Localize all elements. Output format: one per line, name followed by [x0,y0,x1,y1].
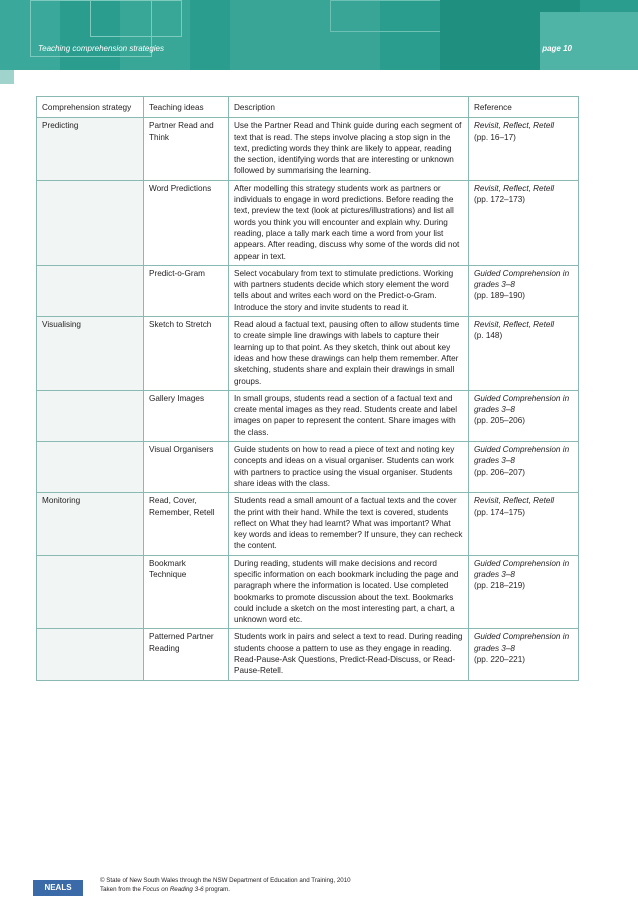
page-footer [0,870,638,903]
table-row [37,317,579,391]
reference-cell [469,118,579,180]
column-header: Description [229,97,469,118]
description-cell: Read aloud a factual text, pausing often to allow students time to create simple line drawings with labels to capture their learning up to that point. As they sketch, think out about key ideas and how these drawings can help them remember. After sketching, students share and explain their drawings in small groups. [229,317,469,391]
table-row [37,180,579,265]
reference-cell [469,442,579,493]
teaching-idea-cell: Predict-o-Gram [144,265,229,316]
description-cell: Students work in pairs and select a text to read. During reading students choose a pattern to use as they engage in reading. Read-Pause-Ask Questions, Predict-Read-Discuss, or Read-Pause-Retell. [229,629,469,680]
table-row [37,265,579,316]
footer-credits [100,876,351,894]
reference-cell [469,629,579,680]
strategy-cell [37,442,144,493]
reference-cell [469,180,579,265]
table-row [37,118,579,180]
strategy-cell: Predicting [37,118,144,180]
reference-pages: (pp. 218–219) [474,581,525,591]
reference-title: Revisit, Reflect, Retell [474,121,555,131]
teaching-idea-cell: Gallery Images [144,390,229,441]
header-banner [0,0,638,70]
page-number: page 10 [542,44,572,53]
table-row [37,390,579,441]
description-cell: Use the Partner Read and Think guide during each segment of text that is read. The steps involve placing a stop sign in the text, predicting words they think are likely to appear, reading the section, identifying words that are interesting or unknown followed by summarising the learning. [229,118,469,180]
table-row [37,555,579,629]
reference-pages: (pp. 205–206) [474,416,525,426]
description-cell: Select vocabulary from text to stimulate predictions. Working with partners students decide which story element the word tells about and writes each word on the Predict-o-Gram. Introduce the story and invite students to read it. [229,265,469,316]
reference-cell [469,555,579,629]
reference-pages: (pp. 174–175) [474,507,525,517]
copyright-text: © State of New South Wales through the NSW Department of Education and Training, 2010 [100,877,351,884]
strategy-cell [37,555,144,629]
reference-title: Revisit, Reflect, Retell [474,183,555,193]
strategy-cell: Monitoring [37,493,144,555]
reference-pages: (pp. 16–17) [474,132,516,142]
description-cell: After modelling this strategy students work as partners or individuals to engage in word predictions. Before reading the text, preview the text (look at pictures/illustrations) and list all words you think you will encounter and explain why. During reading, place a tally mark each time a word from your list appears. After reading, discuss why some of the words did not appear in text. [229,180,469,265]
reference-pages: (pp. 220–221) [474,655,525,665]
reference-title: Guided Comprehension in grades 3–8 [474,558,570,579]
banner-decoration [540,12,638,70]
neals-logo: NEALS [33,880,83,896]
description-cell: Students read a small amount of a factual texts and the cover the print with their hand. While the text is covered, students reflect on What they had learnt? What was important? What key words and ideas to remember? If unsure, they can recheck the content. [229,493,469,555]
reference-title: Guided Comprehension in grades 3–8 [474,632,570,653]
reference-pages: (pp. 206–207) [474,467,525,477]
margin-decoration [0,70,14,84]
reference-title: Guided Comprehension in grades 3–8 [474,445,570,466]
reference-title: Guided Comprehension in grades 3–8 [474,268,570,290]
strategies-table [36,96,579,681]
teaching-idea-cell: Bookmark Technique [144,555,229,629]
source-text [100,885,351,894]
column-header: Reference [469,97,579,118]
column-header: Teaching ideas [144,97,229,118]
teaching-idea-cell: Patterned Partner Reading [144,629,229,680]
reference-cell [469,317,579,391]
teaching-idea-cell: Read, Cover, Remember, Retell [144,493,229,555]
reference-title: Revisit, Reflect, Retell [474,496,555,506]
description-cell: During reading, students will make decisions and record specific information on each bookmark including the page and paragraph where the information is located. Use completed bookmarks to promote discussion about the text. Bookmarks could include a sketch on the most interesting part, a chart, a unknown word etc. [229,555,469,629]
reference-cell [469,390,579,441]
strategy-cell: Visualising [37,317,144,391]
column-header: Comprehension strategy [37,97,144,118]
reference-cell [469,265,579,316]
teaching-idea-cell: Sketch to Stretch [144,317,229,391]
description-cell: Guide students on how to read a piece of text and noting key concepts and ideas on a visual organiser. Students can work with partners to practice using the visual organiser. Students share ideas with the class. [229,442,469,493]
source-suffix: program. [203,886,231,893]
strategy-cell [37,180,144,265]
source-prefix: Taken from the [100,886,143,893]
table-header-row [37,97,579,118]
reference-pages: (pp. 172–173) [474,195,525,205]
program-title: Focus on Reading 3-6 [142,886,204,893]
teaching-idea-cell: Word Predictions [144,180,229,265]
reference-pages: (pp. 189–190) [474,291,525,301]
table-row [37,629,579,680]
teaching-idea-cell: Visual Organisers [144,442,229,493]
table-row [37,442,579,493]
reference-title: Revisit, Reflect, Retell [474,320,555,330]
banner-decoration [90,0,182,37]
reference-title: Guided Comprehension in grades 3–8 [474,393,570,415]
table-row [37,493,579,555]
strategy-cell [37,265,144,316]
document-title: Teaching comprehension strategies [38,44,165,53]
teaching-idea-cell: Partner Read and Think [144,118,229,180]
reference-cell [469,493,579,555]
strategy-cell [37,390,144,441]
description-cell: In small groups, students read a section of a factual text and create mental images as they read. Students create and label images on paper to represent the content. Share images with the class. [229,390,469,441]
reference-pages: (p. 148) [474,331,503,341]
strategy-cell [37,629,144,680]
